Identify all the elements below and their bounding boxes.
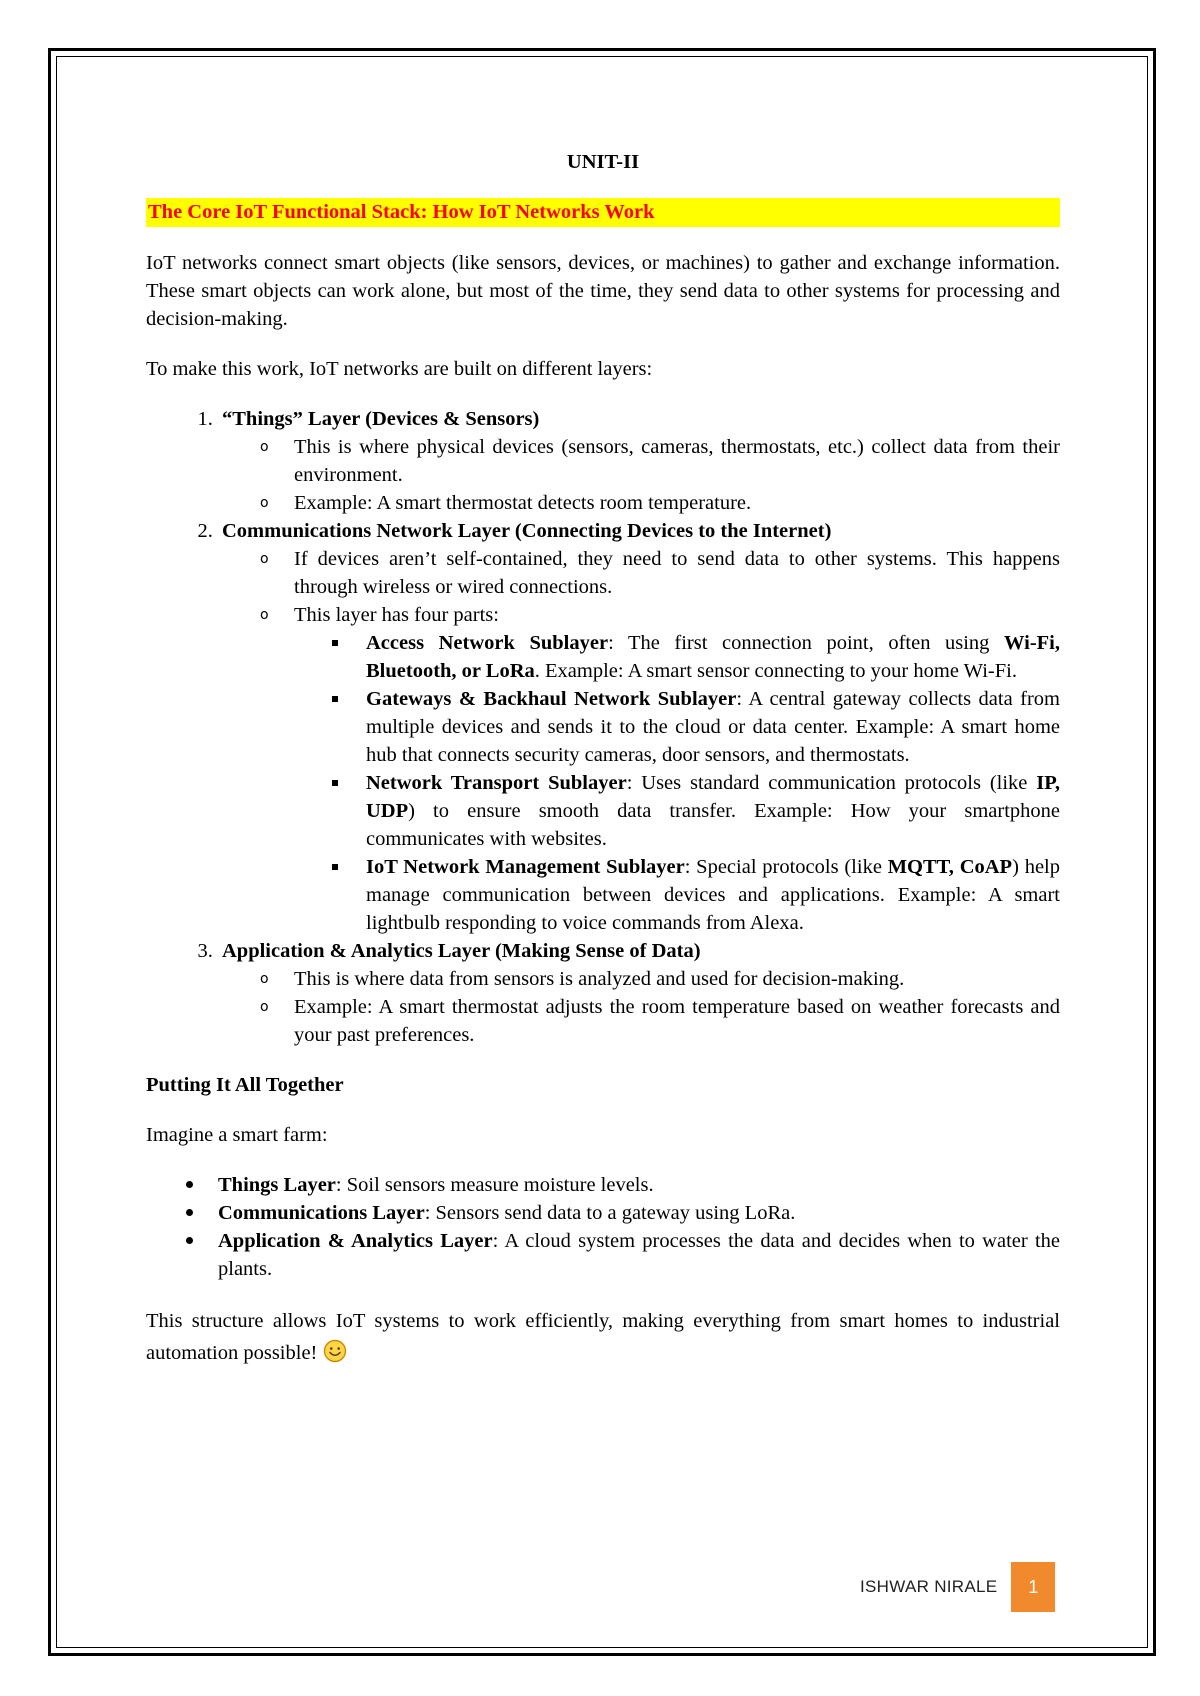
square-bullet-icon bbox=[332, 864, 338, 870]
sublayer-item: Access Network Sublayer: The first connection point, often using Wi-Fi, Bluetooth, or LoRa. Example: A smart sensor connecting to your home Wi-Fi. bbox=[366, 629, 1060, 685]
farm-item: Communications Layer: Sensors send data to a gateway using LoRa. bbox=[218, 1199, 1060, 1227]
farm-item: Application & Analytics Layer: A cloud system processes the data and decides when to water the plants. bbox=[218, 1227, 1060, 1283]
square-bullet-icon bbox=[332, 696, 338, 702]
highlighted-heading: The Core IoT Functional Stack: How IoT Networks Work bbox=[146, 198, 1060, 227]
layers-list bbox=[146, 405, 1060, 1049]
intro-paragraph: IoT networks connect smart objects (like sensors, devices, or machines) to gather and exchange information. These smart objects can work alone, but most of the time, they send data to other systems for processing and decision-making. bbox=[146, 252, 1060, 330]
imagine-paragraph: Imagine a smart farm: bbox=[146, 1124, 328, 1146]
farm-list bbox=[146, 1171, 1060, 1283]
layer-item bbox=[218, 405, 1060, 517]
layer-point: o This is where physical devices (sensors, cameras, thermostats, etc.) collect data from their environment. bbox=[294, 433, 1060, 489]
smiley-face-icon bbox=[323, 1339, 347, 1363]
square-bullet-icon bbox=[332, 640, 338, 646]
sublayer-item: IoT Network Management Sublayer: Special protocols (like MQTT, CoAP) help manage communication between devices and applications. Example: A smart lightbulb responding to voice commands from Alexa. bbox=[366, 853, 1060, 937]
layers-intro: To make this work, IoT networks are built on different layers: bbox=[146, 358, 653, 380]
layer-points bbox=[222, 965, 1060, 1049]
unit-title: UNIT-II bbox=[566, 151, 640, 173]
page-footer bbox=[860, 1562, 1055, 1612]
layer-title: “Things” Layer (Devices & Sensors) bbox=[222, 408, 540, 430]
farm-item: Things Layer: Soil sensors measure moisture levels. bbox=[218, 1171, 1060, 1199]
circle-bullet-icon: o bbox=[260, 439, 269, 455]
layer-point: o This layer has four parts: Access Network Sublayer: The first connection point, often using Wi-Fi, Bluetooth, or LoRa. Example: A smart sensor connecting to your home Wi-Fi. Gateways & Backhaul Network Sublayer: A central gateway collects data from multiple devices and sends it to the cloud or data center. Example: A smart home hub that connects security cameras, door sensors, and thermostats. Network Transport Sublayer: Uses standard communication protocols (like IP, UDP) to ensure smooth data transfer. Example: How your smartphone communicates with websites. IoT Network Management Sublayer: Special protocols (like MQTT, CoAP) help manage communication between devices and applications. Example: A smart lightbulb responding to voice commands from Alexa. bbox=[294, 601, 1060, 937]
page-number: 1 bbox=[1011, 1562, 1055, 1612]
layer-point: o If devices aren’t self-contained, they need to send data to other systems. This happens through wireless or wired connections. bbox=[294, 545, 1060, 601]
conclusion-paragraph: This structure allows IoT systems to work efficiently, making everything from smart homes to industrial automation possible! bbox=[146, 1310, 1060, 1364]
layer-point: o This is where data from sensors is analyzed and used for decision-making. bbox=[294, 965, 1060, 993]
section-heading: Putting It All Together bbox=[146, 1074, 344, 1096]
footer-author: ISHWAR NIRALE bbox=[860, 1577, 998, 1596]
circle-bullet-icon: o bbox=[260, 607, 269, 623]
circle-bullet-icon: o bbox=[260, 999, 269, 1015]
document-body bbox=[146, 148, 1060, 1391]
bullet-dot-icon bbox=[186, 1209, 193, 1216]
bullet-dot-icon bbox=[186, 1237, 193, 1244]
layer-item bbox=[218, 517, 1060, 937]
square-bullet-icon bbox=[332, 780, 338, 786]
layer-points bbox=[222, 433, 1060, 517]
bullet-dot-icon bbox=[186, 1181, 193, 1188]
layer-point: o Example: A smart thermostat adjusts the room temperature based on weather forecasts and your past preferences. bbox=[294, 993, 1060, 1049]
circle-bullet-icon: o bbox=[260, 551, 269, 567]
layer-point: o Example: A smart thermostat detects room temperature. bbox=[294, 489, 1060, 517]
circle-bullet-icon: o bbox=[260, 971, 269, 987]
layer-title: Communications Network Layer (Connecting Devices to the Internet) bbox=[222, 520, 832, 542]
layer-title: Application & Analytics Layer (Making Sense of Data) bbox=[222, 940, 701, 962]
sublayer-list bbox=[294, 629, 1060, 937]
layer-points bbox=[222, 545, 1060, 937]
sublayer-item: Gateways & Backhaul Network Sublayer: A central gateway collects data from multiple devices and sends it to the cloud or data center. Example: A smart home hub that connects security cameras, door sensors, and thermostats. bbox=[366, 685, 1060, 769]
sublayer-item: Network Transport Sublayer: Uses standard communication protocols (like IP, UDP) to ensure smooth data transfer. Example: How your smartphone communicates with websites. bbox=[366, 769, 1060, 853]
layer-item bbox=[218, 937, 1060, 1049]
circle-bullet-icon: o bbox=[260, 495, 269, 511]
